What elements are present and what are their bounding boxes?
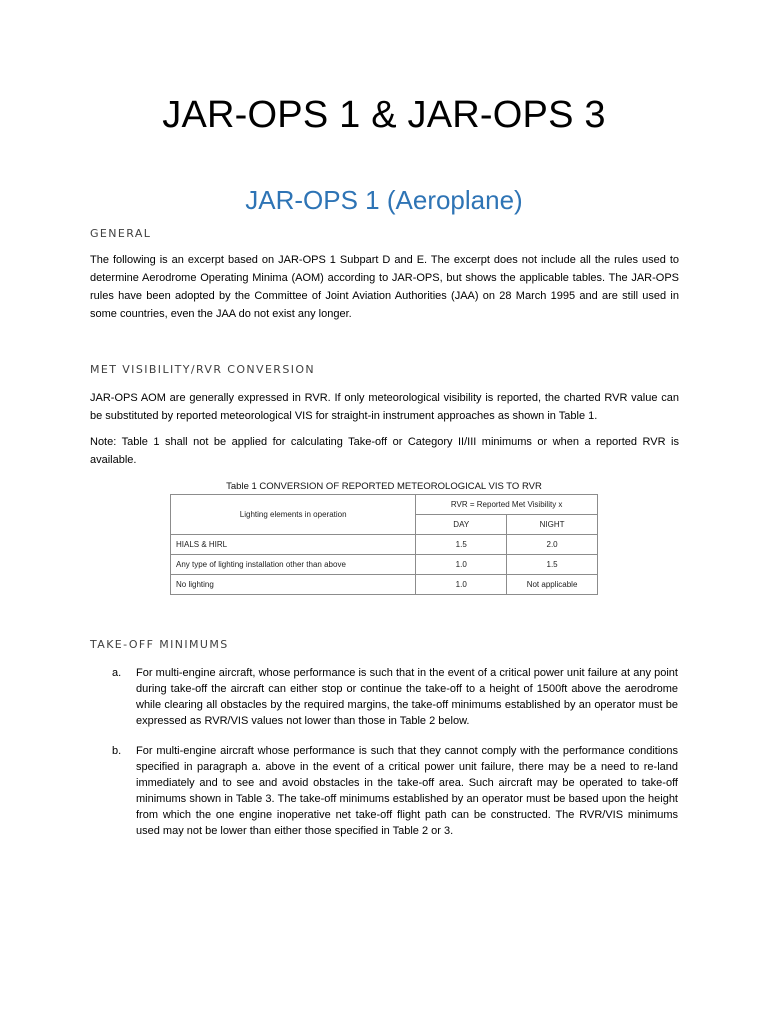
met-visibility-note: Note: Table 1 shall not be applied for calculating Take-off or Category II/III minimums or when a reported RVR is available.	[90, 436, 679, 466]
table-row	[171, 555, 598, 575]
table-cell-lighting: No lighting	[171, 575, 416, 595]
document-subtitle: JAR-OPS 1 (Aeroplane)	[245, 185, 523, 215]
table-cell-lighting: Any type of lighting installation other than above	[171, 555, 416, 575]
section-heading-met-visibility: MET VISIBILITY/RVR CONVERSION	[90, 363, 316, 376]
list-item	[112, 665, 678, 729]
table-cell-night: 2.0	[507, 535, 598, 555]
table-header-lighting: Lighting elements in operation	[171, 495, 416, 535]
table-cell-night: Not applicable	[507, 575, 598, 595]
table-cell-day: 1.5	[416, 535, 507, 555]
table-header-night: NIGHT	[507, 515, 598, 535]
table-row	[171, 535, 598, 555]
table-row	[171, 575, 598, 595]
table-header-day: DAY	[416, 515, 507, 535]
list-item-text: For multi-engine aircraft whose performance is such that they cannot comply with the performance conditions specified in paragraph a. above in the event of a critical power unit failure, there may be a need to re-land immediately and to see and avoid obstacles in the take-off area. Such aircraft may be operated to take-off minimums shown in Table 3. The take-off minimums established by an operator must be based upon the height from which the one engine inoperative net take-off flight path can be constructed. The RVR/VIS minimums used may not be lower than either those specified in Table 2 or 3.	[136, 745, 678, 837]
section-heading-general: GENERAL	[90, 227, 152, 240]
table1-conversion	[170, 494, 598, 595]
met-visibility-paragraph: JAR-OPS AOM are generally expressed in RVR. If only meteorological visibility is reported, the charted RVR value can be substituted by reported meteorological VIS for straight-in instrument approaches as shown in Table 1.	[90, 392, 679, 422]
list-item-text: For multi-engine aircraft, whose performance is such that in the event of a critical power unit failure at any point during take-off the aircraft can either stop or continue the take-off to a height of 1500ft above the aerodrome while clearing all obstacles by the required margins, the take-off minimums established by an operator must be expressed as RVR/VIS values not lower than those in Table 2 below.	[136, 667, 678, 727]
section-heading-takeoff: TAKE-OFF MINIMUMS	[90, 638, 229, 651]
list-marker: b.	[112, 745, 122, 757]
table-header-rvr-group: RVR = Reported Met Visibility x	[416, 495, 598, 515]
general-paragraph: The following is an excerpt based on JAR-OPS 1 Subpart D and E. The excerpt does not include all the rules used to determine Aerodrome Operating Minima (AOM) according to JAR-OPS, but shows the applicable tables. The JAR-OPS rules have been adopted by the Committee of Joint Aviation Authorities (JAA) on 28 March 1995 and are still used in some countries, even the JAA do not exist any longer.	[90, 254, 679, 320]
table-cell-day: 1.0	[416, 575, 507, 595]
table-cell-lighting: HIALS & HIRL	[171, 535, 416, 555]
document-title: JAR-OPS 1 & JAR-OPS 3	[162, 94, 606, 136]
table1-caption: Table 1 CONVERSION OF REPORTED METEOROLOGICAL VIS TO RVR	[226, 481, 542, 492]
list-item	[112, 743, 678, 839]
table-header-row	[171, 495, 598, 515]
list-marker: a.	[112, 667, 122, 679]
table-cell-day: 1.0	[416, 555, 507, 575]
table-cell-night: 1.5	[507, 555, 598, 575]
